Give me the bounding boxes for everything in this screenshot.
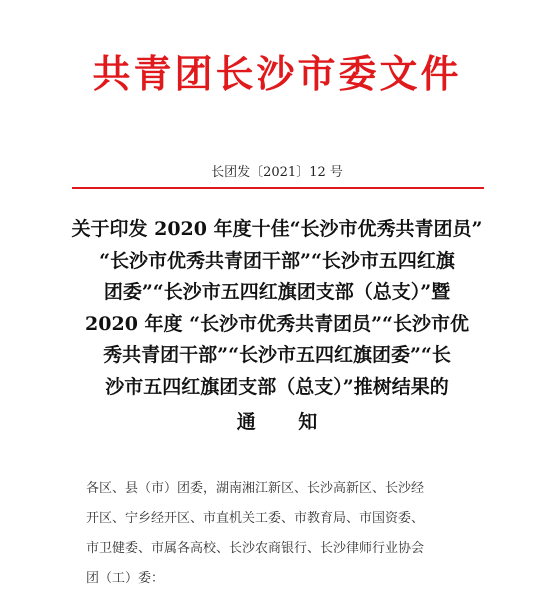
title-line: 沙市五四红旗团支部（总支）”推树结果的 (105, 375, 449, 398)
recipients-paragraph (86, 474, 486, 594)
recipients-line: 市卫健委、市属各高校、长沙农商银行、长沙律师行业协会 (86, 541, 425, 556)
title-line: 关于印发 2020 年度十佳“长沙市优秀共青团员” (71, 218, 483, 240)
title-line: 团委”“长沙市五四红旗团支部（总支）”暨 (103, 281, 451, 303)
title-line: 2020 年度 “长沙市优秀共青团员”“长沙市优 (85, 312, 469, 335)
title-line: “长沙市优秀共青团干部”“长沙市五四红旗 (99, 249, 455, 272)
document-header-title: 共青团长沙市委文件 (92, 51, 462, 96)
recipients-line: 各区、县（市）团委，湖南湘江新区、长沙高新区、长沙经 (86, 481, 425, 496)
document-number: 长团发〔2021〕12 号 (211, 165, 343, 180)
notice-title: 通 知 (236, 411, 336, 433)
recipients-line: 开区、宁乡经开区、市直机关工委、市教育局、市国资委、 (86, 511, 425, 526)
document-title (60, 214, 494, 403)
title-line: 秀共青团干部”“长沙市五四红旗团委”“长 (103, 344, 451, 366)
recipients-line: 团（工）委： (86, 571, 165, 586)
red-divider-line (72, 187, 484, 189)
